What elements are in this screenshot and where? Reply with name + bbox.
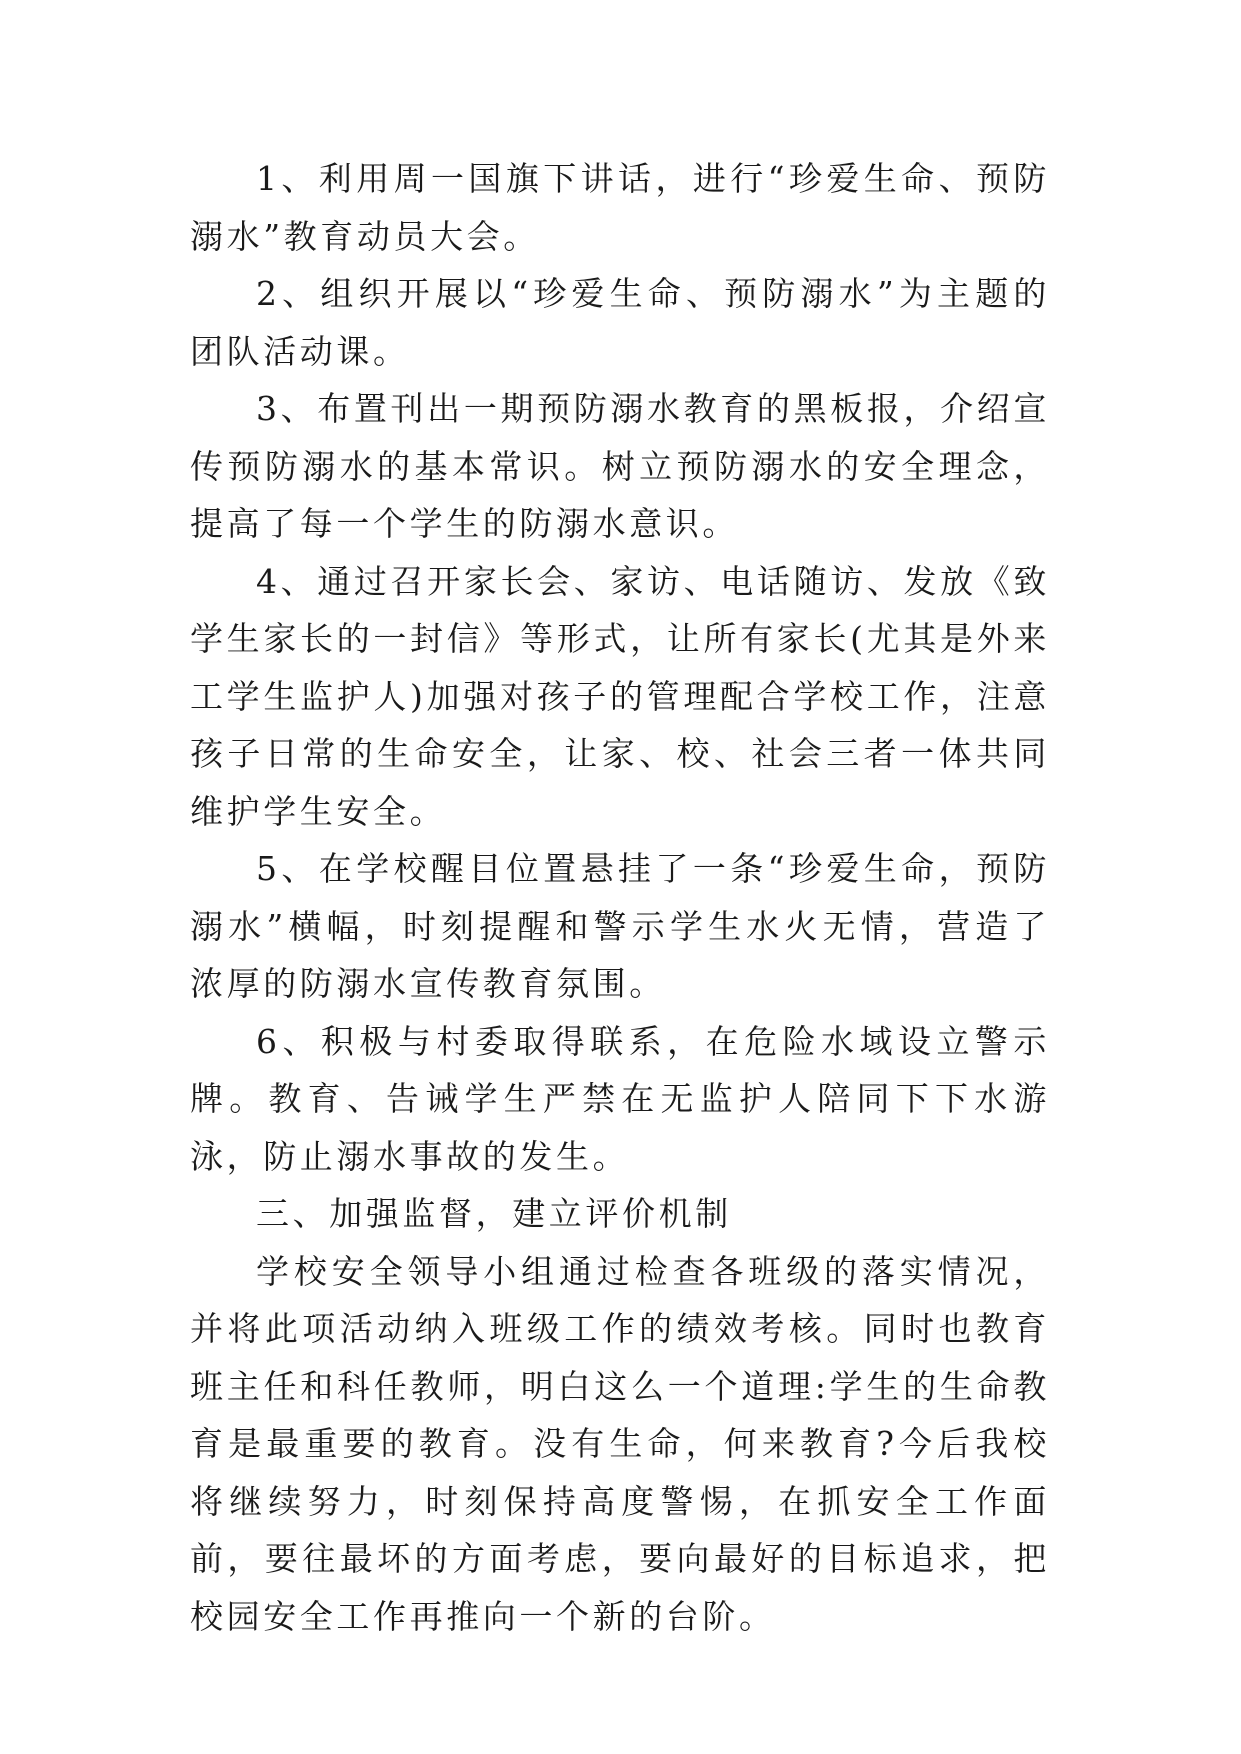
paragraph-item-4: 4、通过召开家长会、家访、电话随访、发放《致学生家长的一封信》等形式，让所有家长(尤其是外来工学生监护人)加强对孩子的管理配合学校工作，注意孩子日常的生命安全，让家、校、社会三者一体共同维护学生安全。 — [190, 561, 1050, 831]
paragraph-item-3: 3、布置刊出一期预防溺水教育的黑板报，介绍宣传预防溺水的基本常识。树立预防溺水的安全理念，提高了每一个学生的防溺水意识。 — [190, 389, 1050, 543]
section-heading: 三、加强监督，建立评价机制 — [256, 1194, 732, 1233]
paragraph-item-6: 6、积极与村委取得联系，在危险水域设立警示牌。教育、告诫学生严禁在无监护人陪同下下水游泳，防止溺水事故的发生。 — [190, 1021, 1050, 1176]
paragraph-item-5: 5、在学校醒目位置悬挂了一条“珍爱生命，预防溺水”横幅，时刻提醒和警示学生水火无情，营造了浓厚的防溺水宣传教育氛围。 — [190, 849, 1050, 1003]
document-page — [190, 150, 1050, 1645]
paragraph-item-2: 2、组织开展以“珍爱生命、预防溺水”为主题的团队活动课。 — [190, 274, 1050, 371]
paragraph-summary: 学校安全领导小组通过检查各班级的落实情况，并将此项活动纳入班级工作的绩效考核。同时也教育班主任和科任教师，明白这么一个道理:学生的生命教育是最重要的教育。没有生命，何来教育?今后我校将继续努力，时刻保持高度警惕，在抓安全工作面前，要往最坏的方面考虑，要向最好的目标追求，把校园安全工作再推向一个新的台阶。 — [190, 1251, 1050, 1636]
paragraph-item-1: 1、利用周一国旗下讲话，进行“珍爱生命、预防溺水”教育动员大会。 — [190, 159, 1050, 256]
